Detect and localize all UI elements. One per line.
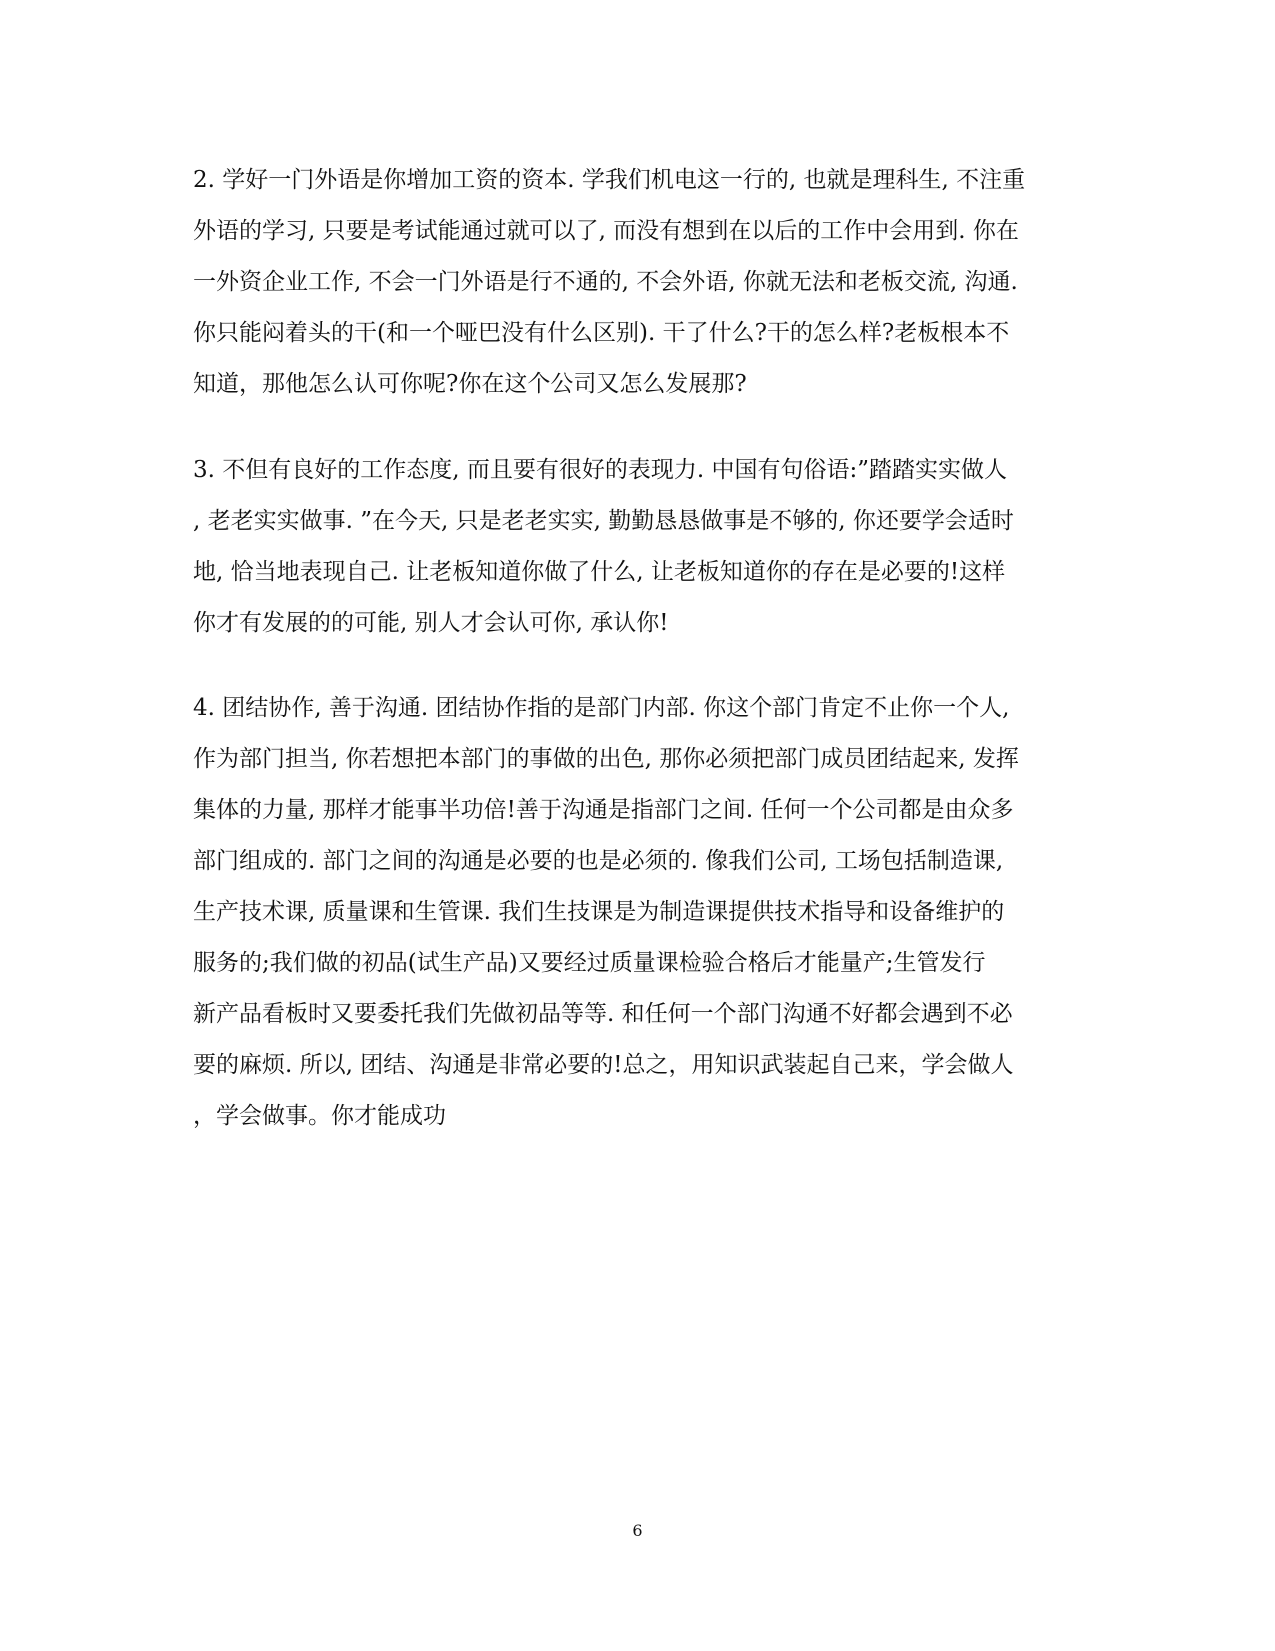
text-line: 知道，那他怎么认可你呢?你在这个公司又怎么发展那? [193,371,747,397]
text-line: 你才有发展的的可能, 别人才会认可你, 承认你! [193,610,669,636]
text-line: 外语的学习, 只要是考试能通过就可以了, 而没有想到在以后的工作中会用到. 你在 [193,218,1019,244]
text-line: , 老老实实做事. ”在今天, 只是老老实实, 勤勤恳恳做事是不够的, 你还要学会适时 [193,508,1014,534]
text-line: 地, 恰当地表现自己. 让老板知道你做了什么, 让老板知道你的存在是必要的!这样 [193,559,1006,585]
paragraph-item-2 [193,155,1093,410]
text-line: 部门组成的. 部门之间的沟通是必要的也是必须的. 像我们公司, 工场包括制造课, [193,848,1004,874]
text-line: 集体的力量, 那样才能事半功倍!善于沟通是指部门之间. 任何一个公司都是由众多 [193,797,1014,823]
text-line: 作为部门担当, 你若想把本部门的事做的出色, 那你必须把部门成员团结起来, 发挥 [193,746,1019,772]
text-line: 服务的;我们做的初品(试生产品)又要经过质量课检验合格后才能量产;生管发行 [193,950,986,976]
text-line: ，学会做事。你才能成功 [193,1103,446,1129]
page-number: 6 [632,1521,643,1540]
text-line: 3. 不但有良好的工作态度, 而且要有很好的表现力. 中国有句俗语:”踏踏实实做人 [193,457,1008,483]
text-line: 新产品看板时又要委托我们先做初品等等. 和任何一个部门沟通不好都会遇到不必 [193,1001,1013,1027]
text-line: 要的麻烦. 所以, 团结、沟通是非常必要的!总之，用知识武装起自己来，学会做人 [193,1052,1014,1078]
paragraph-item-3 [193,445,1093,649]
text-line: 2. 学好一门外语是你增加工资的资本. 学我们机电这一行的, 也就是理科生, 不注重 [193,167,1026,193]
text-line: 一外资企业工作, 不会一门外语是行不通的, 不会外语, 你就无法和老板交流, 沟通. [193,269,1018,295]
paragraph-item-4 [193,683,1093,1142]
text-line: 4. 团结协作, 善于沟通. 团结协作指的是部门内部. 你这个部门肯定不止你一个人, [193,695,1010,721]
text-line: 你只能闷着头的干(和一个哑巴没有什么区别). 干了什么?干的怎么样?老板根本不 [193,320,1010,346]
text-line: 生产技术课, 质量课和生管课. 我们生技课是为制造课提供技术指导和设备维护的 [193,899,1005,925]
